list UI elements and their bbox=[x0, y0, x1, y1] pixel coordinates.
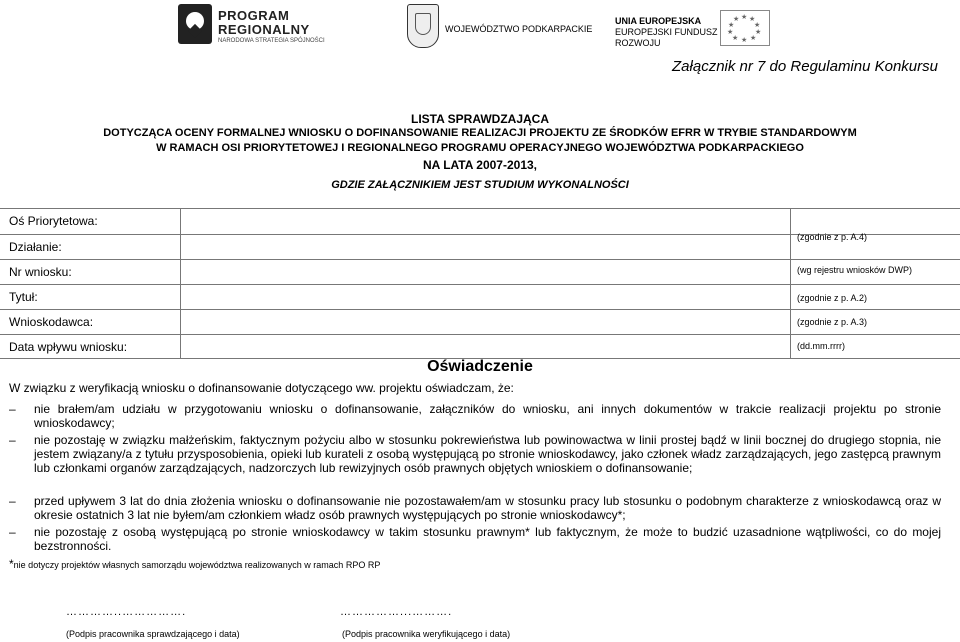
note-title: (zgodnie z p. A.2) bbox=[797, 293, 868, 303]
title-line-4: NA LATA 2007-2013, bbox=[422, 158, 538, 172]
program-emblem-icon bbox=[178, 4, 212, 44]
form-column-divider bbox=[790, 208, 791, 358]
statement-bullet-text: nie pozostaję w związku małżeńskim, faktycznym pożyciu albo w stosunku pokrewieństwa lub powinowactwa w linii prostej bądź w linii bocznej do drugiego stopnia, nie jestem związany/a z tytułu przysposobienia, opieki lub kurateli z osobą występującą po stronie wnioskodawcy, jako członek władz zarządzających, jego zastępcą prawnym lub członkami organów zarządzających, nadzorczych lub rewizyjnych osób prawnych objętych wnioskiem o dofinansowanie; bbox=[34, 433, 941, 475]
footnote-text: nie dotyczy projektów własnych samorządu województwa realizowanych w ramach RPO RP bbox=[13, 560, 381, 570]
footnote-mark: * bbox=[9, 557, 14, 571]
statement-bullet bbox=[9, 525, 941, 553]
form-divider bbox=[0, 334, 960, 335]
note-application-number: (wg rejestru wniosków DWP) bbox=[797, 265, 913, 275]
signature-label-checker: (Podpis pracownika sprawdzającego i data) bbox=[66, 629, 240, 639]
dash-bullet-icon: – bbox=[9, 433, 16, 447]
signature-label-verifier: (Podpis pracownika weryfikującego i data) bbox=[342, 629, 511, 639]
annex-title: Załącznik nr 7 do Regulaminu Konkursu bbox=[672, 58, 938, 75]
voivodeship-label: WOJEWÓDZTWO PODKARPACKIE bbox=[445, 24, 593, 34]
label-applicant: Wnioskodawca: bbox=[9, 315, 94, 329]
logo-text-program: PROGRAM bbox=[218, 8, 290, 23]
dash-bullet-icon: – bbox=[9, 494, 16, 508]
program-regionalny-logo bbox=[178, 2, 328, 52]
label-receipt-date: Data wpływu wniosku: bbox=[9, 340, 128, 354]
logo-text-strategia: NARODOWA STRATEGIA SPÓJNOŚCI bbox=[218, 38, 325, 44]
form-border-top bbox=[0, 208, 960, 209]
title-line-5: GDZIE ZAŁĄCZNIKIEM JEST STUDIUM WYKONALNOŚCI bbox=[331, 179, 629, 191]
statement-bullet-text: nie brałem/am udziału w przygotowaniu wniosku o dofinansowanie, załączników do wniosku, ani innych dokumentów w trakcie realizacji projektu po stronie wnioskodawcy; bbox=[34, 402, 941, 430]
statement-bullet bbox=[9, 494, 941, 522]
eu-line-3: ROZWOJU bbox=[615, 38, 661, 48]
label-title: Tytuł: bbox=[9, 290, 38, 304]
statement-intro: W związku z weryfikacją wniosku o dofinansowanie dotyczącego ww. projektu oświadczam, że: bbox=[9, 381, 514, 395]
dash-bullet-icon: – bbox=[9, 525, 16, 539]
note-applicant: (zgodnie z p. A.3) bbox=[797, 317, 868, 327]
statement-bullet-text: przed upływem 3 lat do dnia złożenia wniosku o dofinansowanie nie pozostawałem/am w stosunku pracy lub stosunku o podobnym charakterze z wnioskodawcą oraz w okresie ostatnich 3 lat nie byłem/am członkiem władz osób prawnych występujących po stronie wnioskodawcy*; bbox=[34, 494, 941, 522]
dash-bullet-icon: – bbox=[9, 402, 16, 416]
label-priority-axis: Oś Priorytetowa: bbox=[9, 214, 98, 228]
form-divider bbox=[0, 309, 960, 310]
statement-bullet-text: nie pozostaję z osobą występującą po stronie wnioskodawcy w takim stosunku prawnym* lub faktycznym, że może to budzić uzasadnione wątpliwości, co do mojej bezstronności. bbox=[34, 525, 941, 553]
footnote bbox=[9, 557, 380, 571]
label-action: Działanie: bbox=[9, 240, 62, 254]
title-line-2: DOTYCZĄCA OCENY FORMALNEJ WNIOSKU O DOFINANSOWANIE REALIZACJI PROJEKTU ZE ŚRODKÓW EFRR W TRYBIE STANDARDOWYM bbox=[103, 127, 857, 139]
signature-line-right: ……………...………. bbox=[340, 606, 453, 618]
logo-text-regionalny: REGIONALNY bbox=[218, 22, 310, 37]
title-line-3: W RAMACH OSI PRIORYTETOWEJ I REGIONALNEGO PROGRAMU OPERACYJNEGO WOJEWÓDZTWA PODKARPACKIEGO bbox=[156, 142, 804, 154]
eu-flag-icon: ★ ★ ★ ★ ★ ★ ★ ★ ★ ★ bbox=[720, 10, 770, 46]
statement-bullet bbox=[9, 433, 941, 475]
form-divider bbox=[0, 259, 960, 260]
label-application-number: Nr wniosku: bbox=[9, 265, 72, 279]
eu-label bbox=[615, 16, 718, 49]
form-column-divider bbox=[180, 208, 181, 358]
document-title: LISTA SPRAWDZAJĄCA bbox=[411, 112, 549, 126]
signature-line-left: …………..……………. bbox=[66, 606, 187, 618]
statement-heading: Oświadczenie bbox=[427, 358, 533, 375]
voivodeship-crest-icon bbox=[407, 4, 439, 48]
form-divider bbox=[0, 284, 960, 285]
note-action: (zgodnie z p. A.4) bbox=[797, 232, 868, 242]
note-receipt-date: (dd.mm.rrrr) bbox=[797, 341, 845, 351]
eu-line-1: UNIA EUROPEJSKA bbox=[615, 16, 702, 26]
statement-bullet bbox=[9, 402, 941, 430]
eu-line-2: EUROPEJSKI FUNDUSZ bbox=[615, 27, 718, 37]
